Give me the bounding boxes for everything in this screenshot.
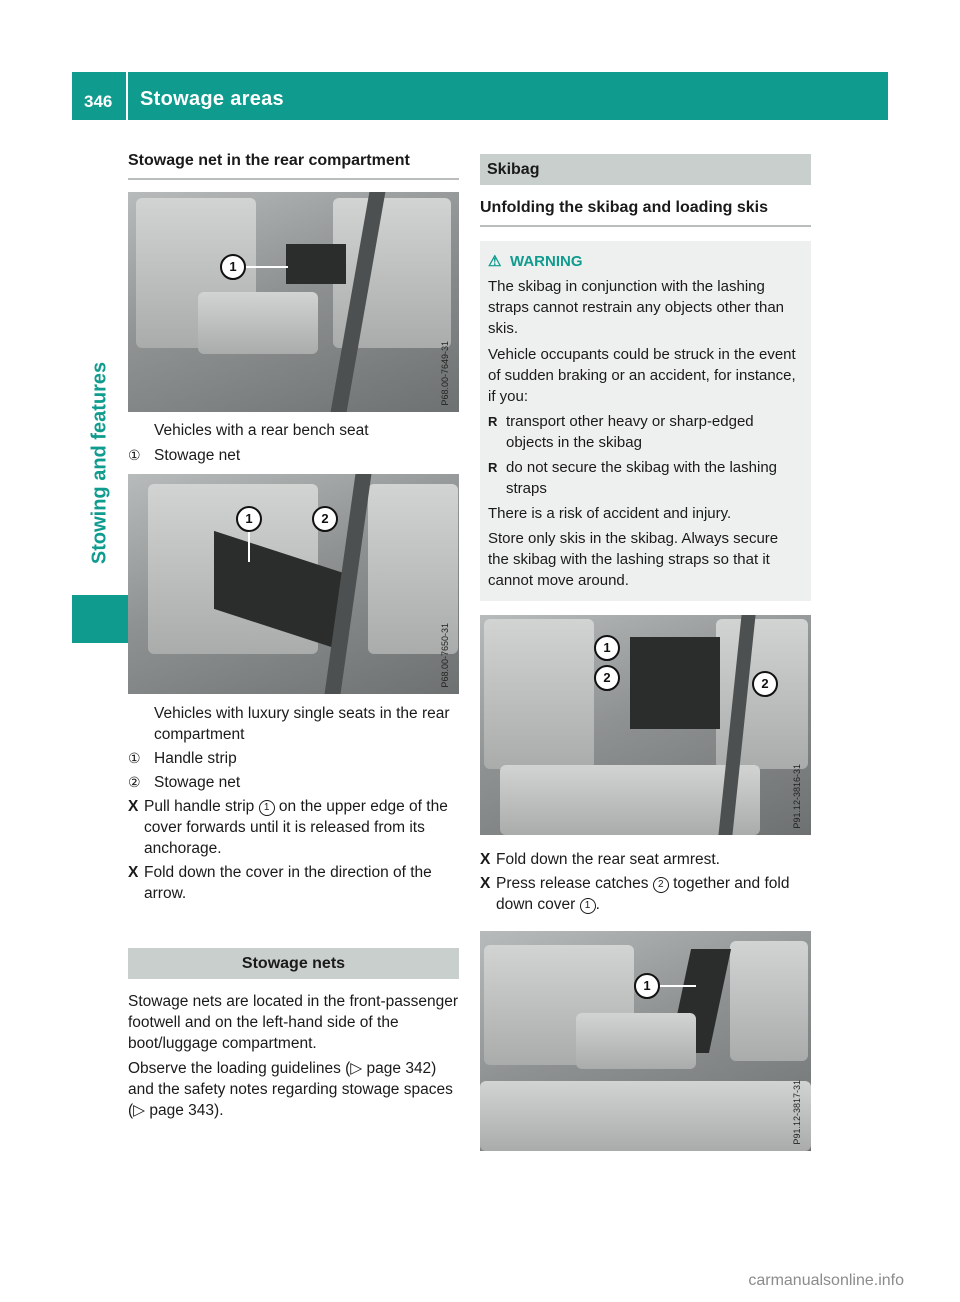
step-text: Fold down the cover in the direction of the arrow.: [144, 864, 432, 902]
legend-text: Stowage net: [154, 447, 241, 464]
paragraph: Stowage nets are located in the front-passenger footwell and on the left-hand side of the boot/luggage compartment.: [128, 993, 459, 1052]
image-caption: Vehicles with luxury single seats in the rear compartment: [154, 705, 450, 743]
paragraph: Observe the loading guidelines (▷ page 342) and the safety notes regarding stowage spaces (▷ page 343).: [128, 1060, 453, 1119]
warning-bullet: R transport other heavy or sharp-edged objects in the skibag: [488, 413, 754, 451]
callout-line: [656, 985, 696, 987]
seat-cushion: [480, 1081, 811, 1151]
photo-single-seats-stowage-net: [128, 474, 459, 694]
step-text: Press release catches 2 together and fold down cover 1 .: [496, 875, 790, 913]
subsection-heading: Skibag: [480, 154, 811, 185]
armrest: [198, 292, 318, 354]
left-column: [128, 150, 459, 1121]
legend-item: [128, 748, 459, 769]
legend-item: [128, 772, 459, 793]
photo-rear-bench-stowage-net: [128, 192, 459, 412]
image-code: P68.00-7649-31: [440, 341, 450, 406]
right-column: [480, 150, 811, 1151]
warning-box: [480, 241, 811, 601]
step-arrow-icon: X: [480, 875, 491, 892]
warning-bullet: R do not secure the skibag with the lashing straps: [488, 459, 778, 497]
skibag-cover: [630, 637, 720, 729]
warning-icon: ⚠: [488, 253, 502, 270]
bullet-icon: R: [488, 414, 498, 429]
callout-2: 2: [594, 665, 620, 691]
step-arrow-icon: X: [128, 864, 139, 881]
bullet-icon: R: [488, 460, 498, 475]
warning-title: ⚠ WARNING: [488, 253, 583, 270]
instruction-step: [128, 796, 459, 859]
side-tab-marker: [72, 595, 128, 643]
section-title: Unfolding the skibag and loading skis: [480, 197, 811, 227]
step-arrow-icon: X: [480, 851, 491, 868]
callout-2: 2: [752, 671, 778, 697]
ref-number-icon: 1: [580, 898, 596, 914]
side-section-label: Stowing and features: [88, 361, 111, 565]
seat-backrest-right: [730, 941, 808, 1061]
legend-symbol: ②: [128, 774, 141, 790]
image-caption: Vehicles with a rear bench seat: [154, 422, 369, 439]
image-code: P91.12-3817-31: [792, 1080, 802, 1145]
callout-1: 1: [594, 635, 620, 661]
legend-text: Handle strip: [154, 750, 237, 767]
legend-text: Stowage net: [154, 774, 241, 791]
callout-1: 1: [236, 506, 262, 532]
seat-backrest-left: [484, 619, 594, 769]
callout-line: [248, 532, 250, 562]
chapter-title: Stowage areas: [140, 88, 284, 110]
warning-text: There is a risk of accident and injury.: [488, 505, 732, 522]
step-arrow-icon: X: [128, 798, 139, 815]
legend-symbol: ①: [128, 447, 141, 463]
step-text: Pull handle strip 1 on the upper edge of the cover forwards until it is released from its anchorage.: [144, 798, 448, 857]
instruction-step: [480, 873, 811, 915]
page-number: 346: [84, 92, 113, 111]
ref-number-icon: 1: [259, 800, 275, 816]
instruction-step: [480, 849, 811, 870]
callout-1: 1: [634, 973, 660, 999]
warning-text: Vehicle occupants could be struck in the event of sudden braking or an accident, for instance, if you:: [488, 346, 796, 405]
header-divider: [126, 72, 128, 120]
callout-1: 1: [220, 254, 246, 280]
subsection-heading: Stowage nets: [128, 948, 459, 979]
photo-skibag-cover: [480, 615, 811, 835]
photo-skibag-unfolded: [480, 931, 811, 1151]
legend-symbol: ①: [128, 750, 141, 766]
image-code: P91.12-3816-31: [792, 764, 802, 829]
instruction-step: [128, 862, 459, 904]
section-title: Stowage net in the rear compartment: [128, 150, 459, 180]
stowage-net-opening: [286, 244, 346, 284]
legend-item: [128, 445, 459, 466]
warning-text: The skibag in conjunction with the lashing straps cannot restrain any objects other than skis.: [488, 278, 785, 337]
warning-text: Store only skis in the skibag. Always secure the skibag with the lashing straps so that it cannot move around.: [488, 530, 779, 589]
callout-2: 2: [312, 506, 338, 532]
image-code: P68.00-7650-31: [440, 623, 450, 688]
armrest: [576, 1013, 696, 1069]
step-text: Fold down the rear seat armrest.: [496, 851, 720, 868]
callout-line: [244, 266, 288, 268]
watermark: carmanualsonline.info: [748, 1272, 904, 1289]
ref-number-icon: 2: [653, 877, 669, 893]
